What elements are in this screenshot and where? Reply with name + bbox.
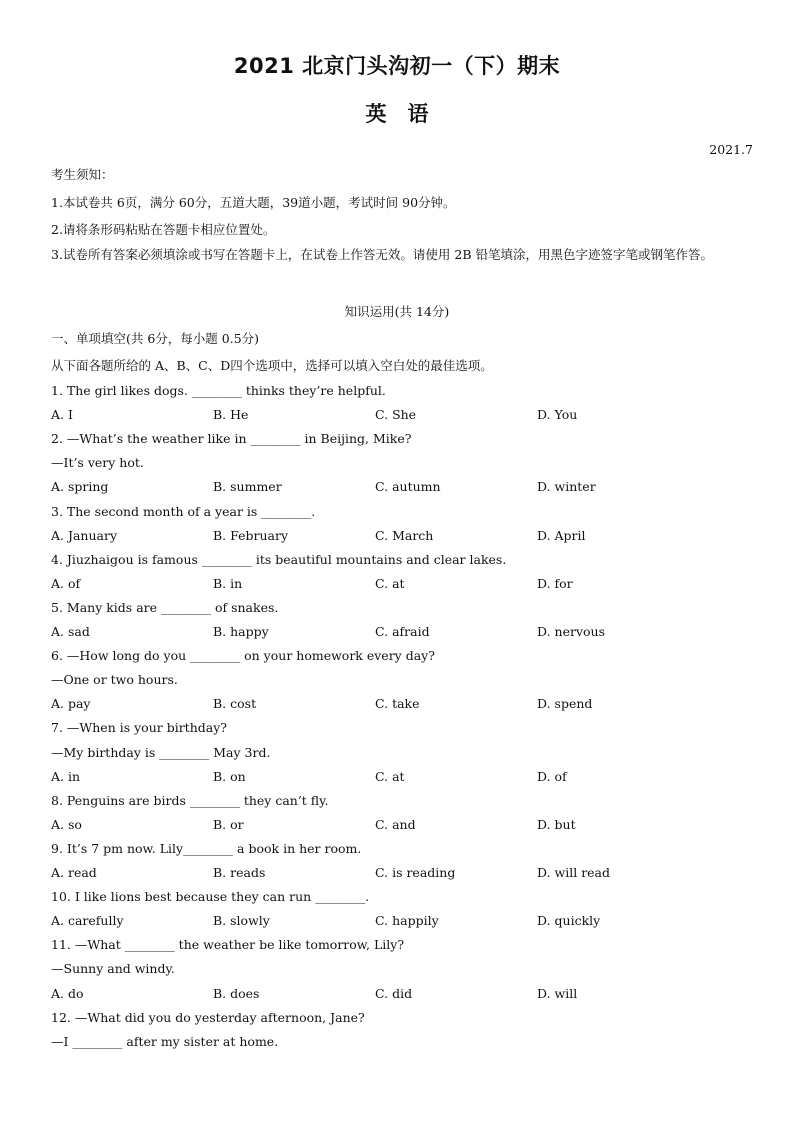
answer-option: B. cost [213, 696, 257, 712]
answer-option: C. and [375, 816, 416, 832]
answer-option: C. did [375, 985, 413, 1001]
answer-option: C. autumn [375, 479, 441, 495]
question-stem: 8. Penguins are birds ________ they can’t fly. [51, 792, 329, 808]
answer-option: C. March [375, 527, 434, 543]
answer-option: C. at [375, 575, 405, 591]
answer-option: A. pay [51, 696, 91, 712]
answer-option: B. He [213, 407, 249, 423]
answer-option: B. summer [213, 479, 282, 495]
question-stem: 12. —What did you do yesterday afternoon, Jane? [51, 1009, 365, 1025]
answer-option: C. She [375, 407, 417, 423]
exam-title: 2021 北京门头沟初一（下）期末 [233, 54, 561, 78]
answer-option: D. spend [537, 696, 593, 712]
section-heading: 一、单项填空(共 6分，每小题 0.5分) [51, 331, 260, 346]
question-dialogue-line: —My birthday is ________ May 3rd. [51, 744, 271, 760]
question-dialogue-line: —Sunny and windy. [51, 961, 175, 977]
exam-date: 2021.7 [709, 142, 753, 157]
question-stem: 1. The girl likes dogs. ________ thinks they’re helpful. [51, 383, 386, 398]
answer-option: A. I [51, 407, 73, 423]
question-stem: 9. It’s 7 pm now. Lily________ a book in her room. [51, 840, 362, 856]
question-stem: 7. —When is your birthday? [51, 720, 227, 736]
answer-option: B. on [213, 768, 246, 784]
answer-option: A. of [51, 575, 81, 591]
notice-item: 3.试卷所有答案必须填涂或书写在答题卡上，在试卷上作答无效。请使用 2B 铅笔填涂，用黑色字迹签字笔或钢笔作答。 [51, 247, 714, 262]
answer-option: D. will read [537, 865, 611, 880]
notice-heading: 考生须知： [51, 167, 114, 182]
answer-option: C. is reading [375, 865, 456, 880]
answer-option: A. read [51, 865, 97, 880]
answer-option: D. for [537, 575, 573, 591]
question-dialogue-line: —It’s very hot. [51, 455, 144, 471]
answer-option: C. afraid [375, 624, 430, 639]
question-stem: 3. The second month of a year is ________. [51, 503, 316, 519]
question-stem: 2. —What’s the weather like in ________ in Beijing, Mike? [51, 431, 412, 447]
question-stem: 11. —What ________ the weather be like tomorrow, Lily? [51, 937, 405, 953]
answer-option: A. do [51, 985, 84, 1001]
answer-option: B. reads [213, 865, 266, 880]
part-heading: 知识运用(共 14分) [344, 304, 450, 319]
answer-option: A. spring [51, 479, 109, 495]
question-dialogue-line: —One or two hours. [51, 672, 178, 688]
question-stem: 5. Many kids are ________ of snakes. [51, 599, 279, 615]
answer-option: D. nervous [537, 624, 605, 639]
subject-title: 英 语 [365, 102, 429, 126]
answer-option: D. of [537, 768, 567, 784]
answer-option: C. happily [375, 913, 439, 929]
answer-option: C. take [375, 696, 420, 712]
answer-option: A. in [51, 768, 81, 784]
answer-option: A. January [51, 527, 118, 543]
answer-option: B. does [213, 985, 260, 1001]
question-dialogue-line: —I ________ after my sister at home. [51, 1033, 279, 1049]
answer-option: D. winter [537, 479, 596, 495]
answer-option: A. carefully [51, 913, 124, 929]
answer-option: D. will [537, 985, 578, 1001]
answer-option: A. so [51, 816, 82, 832]
question-stem: 4. Jiuzhaigou is famous ________ its beautiful mountains and clear lakes. [51, 551, 507, 567]
answer-option: D. but [537, 816, 576, 832]
answer-option: D. April [537, 527, 586, 543]
question-stem: 6. —How long do you ________ on your homework every day? [51, 648, 435, 664]
answer-option: B. or [213, 816, 244, 832]
answer-option: B. February [213, 527, 289, 543]
notice-item: 2.请将条形码粘贴在答题卡相应位置处。 [51, 222, 276, 237]
answer-option: B. slowly [213, 913, 270, 929]
section-instruction: 从下面各题所给的 A、B、C、D四个选项中，选择可以填入空白处的最佳选项。 [51, 358, 493, 373]
answer-option: C. at [375, 768, 405, 784]
answer-option: B. in [213, 575, 243, 591]
answer-option: B. happy [213, 624, 269, 639]
notice-item: 1.本试卷共 6页，满分 60分，五道大题，39道小题，考试时间 90分钟。 [51, 195, 456, 210]
answer-option: D. quickly [537, 913, 601, 929]
answer-option: D. You [537, 407, 578, 423]
question-stem: 10. I like lions best because they can run ________. [51, 889, 370, 905]
answer-option: A. sad [51, 624, 90, 639]
